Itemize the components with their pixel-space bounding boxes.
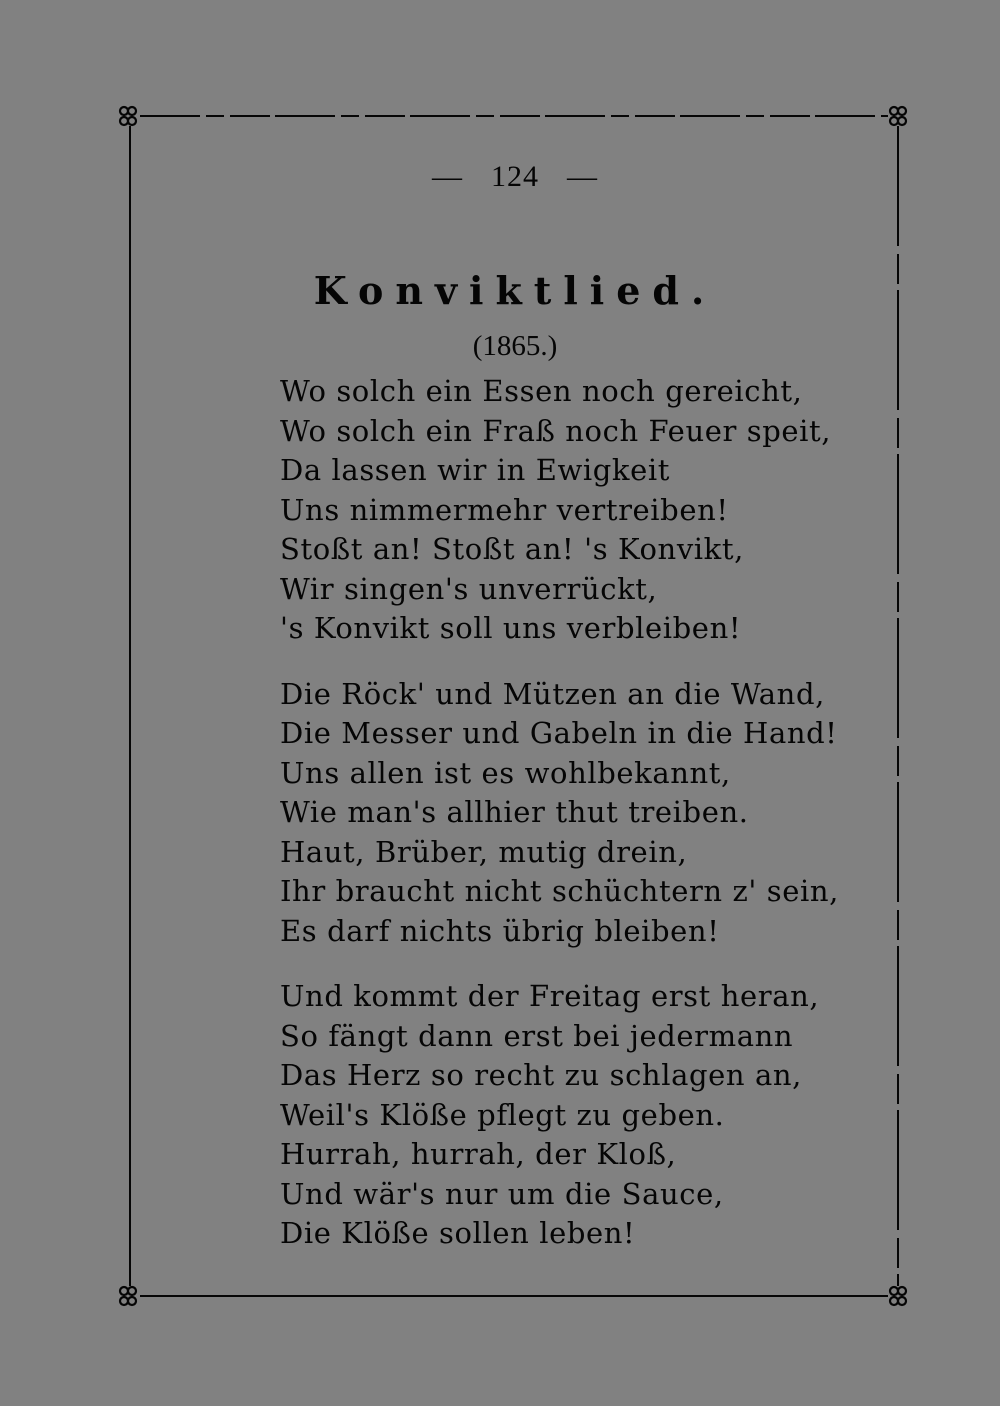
verse-line: Die Klöße sollen leben! xyxy=(280,1216,636,1250)
page-number-value: 124 xyxy=(491,160,539,193)
verse-line: So fängt dann erst bei jedermann xyxy=(280,1018,794,1053)
verse-line: Und wär's nur um die Sauce, xyxy=(280,1176,724,1211)
verse-line: Wie man's allhier thut treiben. xyxy=(280,795,749,829)
verse-line: Wir singen's unverrückt, xyxy=(280,571,658,606)
verse-line: Da lassen wir in Ewigkeit xyxy=(280,453,670,487)
verse-line: Stoßt an! Stoßt an! 's Konvikt, xyxy=(280,532,744,566)
page-number xyxy=(0,160,1000,194)
verse-line: Uns allen ist es wohlbekannt, xyxy=(280,755,731,790)
verse-line: Die Messer und Gabeln in die Hand! xyxy=(280,716,838,750)
stanza-3 xyxy=(280,977,820,1254)
page-number-dash-right: — xyxy=(567,160,598,193)
poem-year: (1865.) xyxy=(472,330,558,362)
verse-line: Wo solch ein Essen noch gereicht, xyxy=(280,374,803,408)
verse-line: Die Röck' und Mützen an die Wand, xyxy=(280,676,825,711)
verse-line: Uns nimmermehr vertreiben! xyxy=(280,492,729,527)
verse-line: Ihr braucht nicht schüchtern z' sein, xyxy=(280,874,839,908)
stanza-1 xyxy=(280,372,832,649)
verse-line: Weil's Klöße pflegt zu geben. xyxy=(280,1097,725,1132)
verse-line: Das Herz so recht zu schlagen an, xyxy=(280,1058,802,1092)
poem-body xyxy=(280,372,839,1280)
poem-title: Konviktlied. xyxy=(313,268,717,313)
verse-line: 's Konvikt soll uns verbleiben! xyxy=(280,611,742,645)
page-number-dash-left: — xyxy=(432,160,463,193)
verse-line: Hurrah, hurrah, der Kloß, xyxy=(280,1137,677,1171)
verse-line: Wo solch ein Fraß noch Feuer speit, xyxy=(280,413,832,448)
verse-line: Und kommt der Freitag erst heran, xyxy=(280,979,820,1013)
verse-line: Haut, Brüber, mutig drein, xyxy=(280,834,688,869)
stanza-2 xyxy=(280,675,839,952)
verse-line: Es darf nichts übrig bleiben! xyxy=(280,913,720,948)
